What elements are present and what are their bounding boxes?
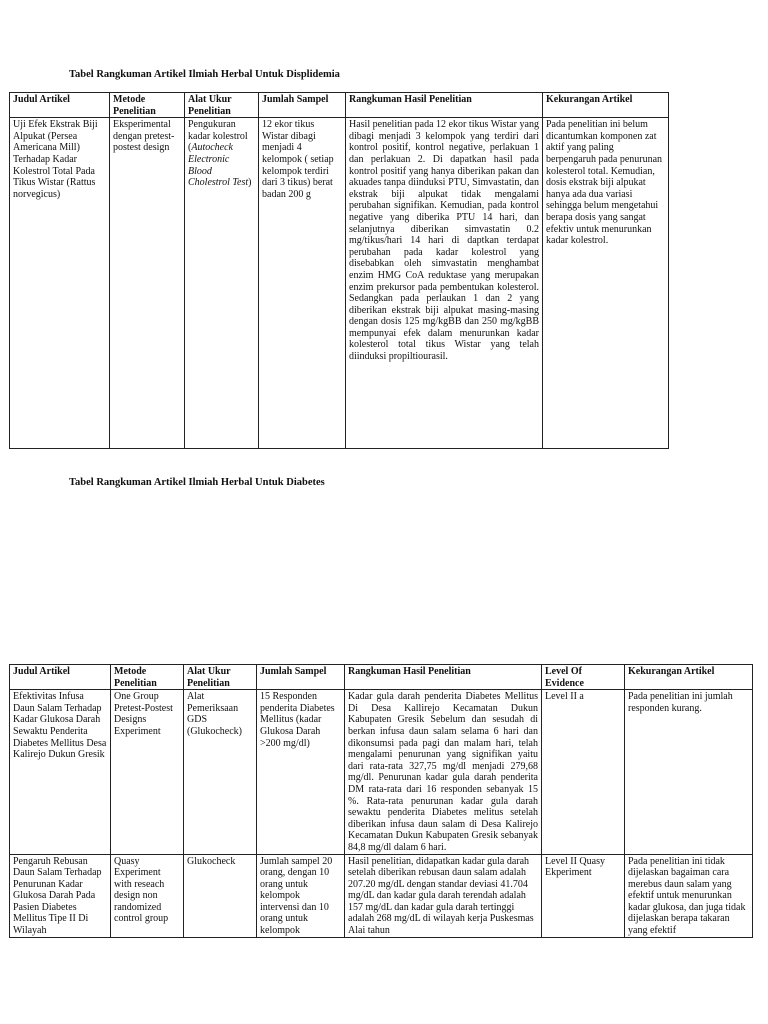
header-level: Level Of Evidence: [542, 665, 625, 690]
cell-metode: Quasy Experiment with reseach design non randomized control group: [111, 854, 184, 937]
cell-kekurangan: Pada penelitian ini belum dicantumkan komponen zat aktif yang paling berpengaruh pada penurunan kolesterol total. Kemudian, dosis ekstrak biji alpukat hanya ada dua variasi sehingga belum mengetahui berapa dosis yang sangat efektiv untuk menurunkan kadar kolestrol.: [543, 118, 669, 449]
cell-kekurangan: Pada penelitian ini tidak dijelaskan bagaiman cara merebus daun salam yang efektif untuk menurunkan kadar glukosa, dan juga tidak dijelaskan berapa takaran yang efektif: [625, 854, 753, 937]
header-judul: Judul Artikel: [10, 93, 110, 118]
header-kekurangan: Kekurangan Artikel: [543, 93, 669, 118]
cell-level: Level II Quasy Ekperiment: [542, 854, 625, 937]
header-rangkuman: Rangkuman Hasil Penelitian: [345, 665, 542, 690]
cell-metode: Eksperimental dengan pretest-postest design: [110, 118, 185, 449]
cell-metode: One Group Pretest-Postest Designs Experiment: [111, 690, 184, 854]
header-judul: Judul Artikel: [10, 665, 111, 690]
header-alat: Alat Ukur Penelitian: [185, 93, 259, 118]
cell-sampel: 15 Responden penderita Diabetes Mellitus (kadar Glukosa Darah >200 mg/dl): [257, 690, 345, 854]
header-metode: Metode Penelitian: [110, 93, 185, 118]
header-kekurangan: Kekurangan Artikel: [625, 665, 753, 690]
alat-text-italic: Autocheck Electronic Blood Cholestrol Test: [188, 142, 249, 189]
cell-sampel: 12 ekor tikus Wistar dibagi menjadi 4 kelompok ( setiap kelompok terdiri dari 3 tikus) berat badan 200 g: [259, 118, 346, 449]
cell-rangkuman: Kadar gula darah penderita Diabetes Mellitus Di Desa Kallirejo Kecamatan Dukun Kabupaten Gresik Sebelum dan sesudah di berkan infusa daun salam selama 6 hari dan dikonsumsi pada pagi dan malam hari, telah mengalami penurunan yang signifikan yaitu dari rata-rata 327,75 mg/dl menjadi 279,68 mg/dl. Penurunan kadar gula darah penderita DM rata-rata dari 16 responden sebanyak 15 %. Rata-rata penurunan kadar gula darah sewaktu penderita Diabetes melitus setelah diberikan infusa daun salam di Desa Kalirejo Kecamatan Dukun Kabupaten Gresik sebanyak 84,8 mg/dl dalam 6 hari.: [345, 690, 542, 854]
table-header-row: [10, 93, 669, 118]
cell-judul: Uji Efek Ekstrak Biji Alpukat (Persea Americana Mill) Terhadap Kadar Kolestrol Total Pada Tikus Wistar (Rattus norvegicus): [10, 118, 110, 449]
header-rangkuman: Rangkuman Hasil Penelitian: [346, 93, 543, 118]
table-row: [10, 854, 753, 937]
header-metode: Metode Penelitian: [111, 665, 184, 690]
table-row: [10, 690, 753, 854]
cell-judul: Efektivitas Infusa Daun Salam Terhadap Kadar Glukosa Darah Sewaktu Penderita Diabetes Mellitus Desa Kalirejo Dukun Gresik: [10, 690, 111, 854]
header-sampel: Jumlah Sampel: [259, 93, 346, 118]
table-row: [10, 118, 669, 449]
cell-alat: Glukocheck: [184, 854, 257, 937]
cell-rangkuman: Hasil penelitian, didapatkan kadar gula darah setelah diberikan rebusan daun salam adalah 207.20 mg/dL dengan standar deviasi 41.704 mg/dL dan kadar gula darah terendah adalah 157 mg/dL dan kadar gula darah tertinggi adalah 268 mg/dL di wilayah kerja Puskesmas Alai tahun: [345, 854, 542, 937]
cell-level: Level II a: [542, 690, 625, 854]
table1-caption: Tabel Rangkuman Artikel Ilmiah Herbal Untuk Displidemia: [69, 69, 340, 80]
table2-caption: Tabel Rangkuman Artikel Ilmiah Herbal Untuk Diabetes: [69, 477, 325, 488]
cell-kekurangan: Pada penelitian ini jumlah responden kurang.: [625, 690, 753, 854]
diabetes-table: [9, 664, 753, 938]
header-sampel: Jumlah Sampel: [257, 665, 345, 690]
cell-rangkuman: Hasil penelitian pada 12 ekor tikus Wistar yang dibagi menjadi 3 kelompok yang terdiri dari kontrol positif, kontrol negative, perlakuan 1 dan perlakuan 2. Di dapatkan hasil pada kontrol positif yang hanya diberikan pakan dan akuades tanpa diinduksi PTU, Simvastatin, dan ekstrak biji alpukat tidak mengalami perubahan signifikan. Kemudian, pada kontrol negative yang diberika PTU 14 hari, dan selanjutnya diberikan simvastatin 0.2 mg/tikus/hari 14 hari di daptkan terdapat perubahan pada kadar kolestrol yang disebabkan oleh simvastatin menghambat enzim HMG CoA reduktase yang merupakan enzim prekursor pada pembentukan kolesterol. Sedangkan pada perlaukan 1 dan 2 yang diberikan ekstrak biji alpukat masing-masing dengan dosis 125 mg/kgBB dan 250 mg/kgBB mempunyai efek dalam menurunkan kadar kolesterol total tikus Wistar yang telah diinduksi propiltiourasil.: [346, 118, 543, 449]
cell-judul: Pengaruh Rebusan Daun Salam Terhadap Penurunan Kadar Glukosa Darah Pada Pasien Diabetes Mellitus Tipe II Di Wilayah: [10, 854, 111, 937]
table-header-row: [10, 665, 753, 690]
cell-alat: [185, 118, 259, 449]
alat-text-suffix: ): [248, 177, 252, 189]
cell-sampel: Jumlah sampel 20 orang, dengan 10 orang untuk kelompok intervensi dan 10 orang untuk kelompok: [257, 854, 345, 937]
cell-alat: Alat Pemeriksaan GDS (Glukocheck): [184, 690, 257, 854]
header-alat: Alat Ukur Penelitian: [184, 665, 257, 690]
alat-text-prefix: Pengukuran kadar kolestrol (: [188, 119, 248, 154]
dyslipidemia-table: [9, 92, 669, 449]
